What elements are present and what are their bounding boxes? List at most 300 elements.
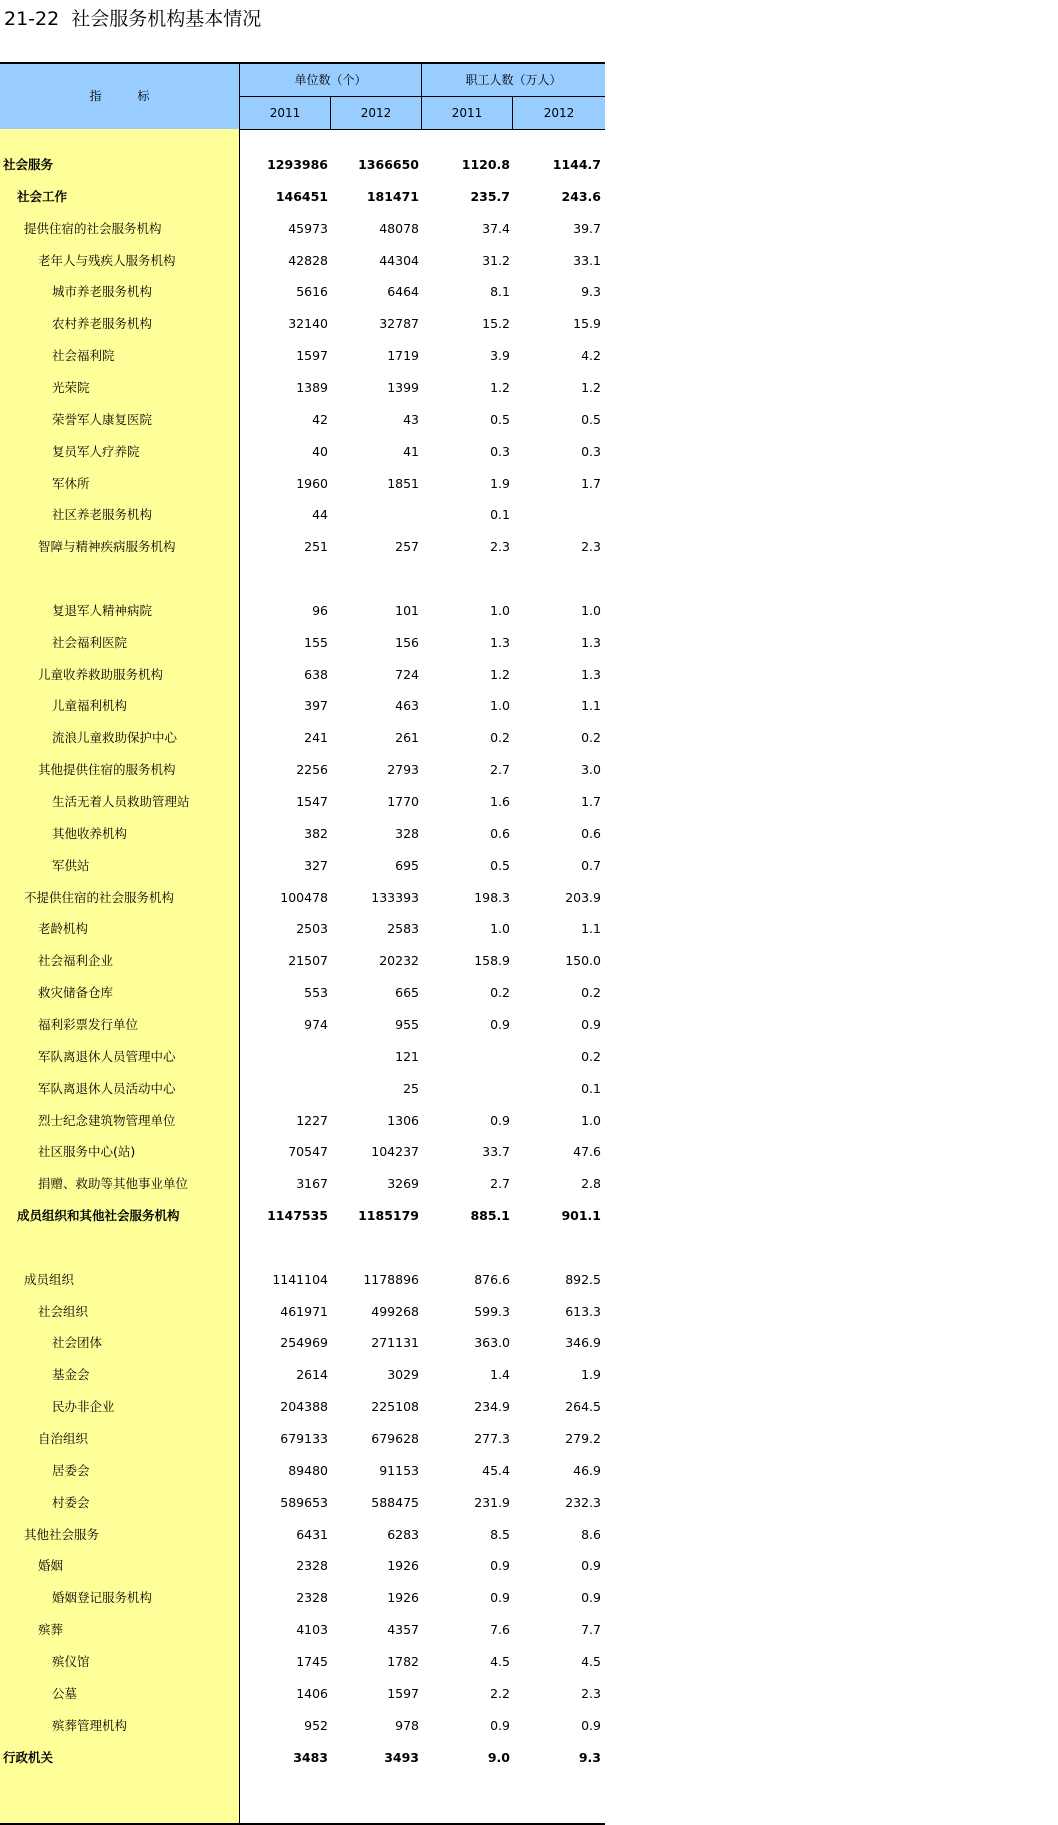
row-label: 社区服务中心(站) [38,1144,136,1160]
table-row [0,1487,605,1519]
row-value: 243.6 [561,188,601,204]
table-row [0,340,605,372]
row-value: 1293986 [267,157,328,172]
row-value: 44304 [379,252,419,268]
row-value: 4.5 [581,1653,601,1669]
row-value: 1.6 [490,794,510,809]
row-value: 104237 [371,1144,419,1160]
row-label: 婚姻登记服务机构 [52,1590,153,1606]
row-value: 1141104 [272,1271,328,1287]
row-label: 烈士纪念建筑物管理单位 [38,1112,176,1128]
table-row [0,1232,605,1264]
table-row [0,372,605,404]
row-value: 1.3 [581,666,601,682]
row-value: 2503 [296,921,328,937]
row-value: 1960 [296,475,328,491]
header-divider [512,96,513,129]
row-value: 901.1 [561,1208,601,1224]
row-value: 3493 [384,1749,419,1765]
table-row [0,1041,605,1073]
row-label: 其他收养机构 [52,825,128,841]
row-value: 15.9 [573,316,601,332]
row-value: 33.1 [573,252,601,268]
row-value: 4.2 [581,348,601,364]
row-value: 665 [395,985,419,1001]
row-value: 346.9 [565,1335,601,1351]
row-value: 32140 [288,316,328,332]
row-label: 儿童福利机构 [52,698,128,714]
row-label: 村委会 [52,1494,90,1510]
row-value: 3483 [293,1749,328,1765]
row-value: 1.2 [490,666,510,682]
row-value: 277.3 [474,1431,510,1446]
row-value: 1926 [387,1558,419,1574]
row-value: 0.3 [581,443,601,459]
row-value: 198.3 [474,889,510,905]
row-value: 47.6 [573,1144,601,1160]
row-value: 0.9 [490,1558,510,1574]
row-value: 1406 [296,1685,328,1701]
row-value: 876.6 [474,1271,510,1287]
table-row [0,945,605,977]
row-value: 1597 [387,1685,419,1701]
row-value: 0.1 [490,507,510,523]
row-value: 2793 [387,762,419,778]
row-value: 0.9 [581,1717,601,1733]
row-label: 提供住宿的社会服务机构 [24,220,162,236]
row-label: 殡葬管理机构 [52,1717,128,1733]
row-value: 1.0 [581,1112,601,1128]
table-row [0,818,605,850]
row-value: 225108 [371,1399,419,1415]
row-label: 老年人与残疾人服务机构 [38,252,176,268]
row-value: 363.0 [474,1335,510,1351]
row-value: 1.0 [581,602,601,618]
row-value: 261 [395,730,419,746]
table-row [0,531,605,563]
row-value: 235.7 [470,188,510,204]
row-value: 978 [395,1717,419,1733]
row-value: 231.9 [474,1494,510,1510]
row-value: 89480 [288,1462,328,1478]
row-label: 流浪儿童救助保护中心 [52,730,178,746]
row-value: 0.9 [581,1558,601,1574]
row-value: 589653 [280,1494,328,1510]
row-value: 45.4 [482,1462,510,1478]
row-value: 279.2 [565,1431,601,1446]
row-value: 8.5 [490,1526,510,1542]
row-value: 2.3 [490,539,510,555]
row-value: 0.2 [581,1048,601,1064]
row-label: 社会福利医院 [52,634,128,650]
row-label: 殡葬 [38,1622,64,1638]
row-label: 基金会 [52,1367,90,1383]
row-value: 1.0 [490,602,510,618]
row-value: 1306 [387,1112,419,1128]
row-value: 679628 [371,1431,419,1446]
row-value: 25 [403,1080,419,1096]
page-title: 21-22 社会服务机构基本情况 [4,8,262,30]
row-value: 463 [395,698,419,714]
table-row [0,308,605,340]
table-row [0,913,605,945]
row-value: 1144.7 [552,157,601,172]
row-value: 0.7 [581,857,601,873]
table-row [0,850,605,882]
row-label: 成员组织和其他社会服务机构 [17,1208,180,1224]
row-value: 1366650 [358,157,419,172]
row-value: 15.2 [482,316,510,332]
row-value: 1178896 [363,1271,419,1287]
row-value: 0.5 [490,857,510,873]
row-value: 553 [304,985,328,1001]
row-value: 2.3 [581,1685,601,1701]
row-value: 234.9 [474,1399,510,1415]
row-label: 成员组织 [24,1271,75,1287]
row-label: 社会福利企业 [38,953,114,969]
row-value: 9.0 [487,1749,510,1765]
row-value: 1227 [296,1112,328,1128]
table-row [0,563,605,595]
row-value: 3269 [387,1176,419,1192]
row-value: 3029 [387,1367,419,1383]
row-label: 其他社会服务 [24,1526,100,1542]
row-value: 9.3 [578,1749,601,1765]
row-value: 20232 [379,953,419,969]
row-value: 892.5 [565,1271,601,1287]
row-value: 0.9 [490,1112,510,1128]
row-value: 1399 [387,379,419,395]
table-row [0,627,605,659]
table-row [0,213,605,245]
table-row [0,1009,605,1041]
row-value: 4103 [296,1622,328,1638]
row-label: 捐赠、救助等其他事业单位 [38,1176,189,1192]
table-row [0,1200,605,1232]
row-label: 社会福利院 [52,348,115,364]
row-value: 2614 [296,1367,328,1383]
row-label: 复退军人精神病院 [52,602,153,618]
row-value: 3167 [296,1176,328,1192]
row-value: 41 [403,443,419,459]
row-label: 社会团体 [52,1335,103,1351]
row-value: 0.3 [490,443,510,459]
table-row [0,276,605,308]
row-value: 204388 [280,1399,328,1415]
row-value: 0.5 [490,411,510,427]
row-label: 军队离退休人员活动中心 [38,1080,176,1096]
row-value: 0.2 [490,985,510,1001]
row-value: 254969 [280,1335,328,1351]
row-value: 0.9 [581,1016,601,1032]
row-value: 0.2 [581,730,601,746]
row-value: 121 [395,1048,419,1064]
table-row [0,1327,605,1359]
table-row [0,404,605,436]
row-value: 2.2 [490,1685,510,1701]
row-value: 2.8 [581,1176,601,1192]
row-value: 42828 [288,252,328,268]
row-value: 952 [304,1717,328,1733]
row-label: 复员军人疗养院 [52,443,140,459]
row-value: 241 [304,730,328,746]
table-row [0,436,605,468]
row-value: 42 [312,411,328,427]
row-value: 146451 [275,188,328,204]
table-row [0,977,605,1009]
row-label: 自治组织 [38,1431,89,1446]
row-value: 3.9 [490,348,510,364]
table-row [0,1264,605,1296]
row-value: 70547 [288,1144,328,1160]
row-value: 6464 [387,284,419,300]
table-row [0,1646,605,1678]
header-year-cell: 2012 [543,106,575,120]
row-value: 613.3 [565,1303,601,1319]
table-body [0,129,605,1825]
row-value: 1.0 [490,698,510,714]
table-row [0,1423,605,1455]
row-label: 老龄机构 [38,921,89,937]
table-row [0,1710,605,1742]
row-value: 37.4 [482,220,510,236]
row-value: 45973 [288,220,328,236]
row-value: 955 [395,1016,419,1032]
row-value: 6431 [296,1526,328,1542]
row-value: 251 [304,539,328,555]
row-value: 264.5 [565,1399,601,1415]
row-label: 其他提供住宿的服务机构 [38,762,176,778]
row-label: 行政机关 [3,1749,54,1765]
row-value: 1745 [296,1653,328,1669]
row-value: 1147535 [267,1208,328,1224]
row-value: 181471 [366,188,419,204]
row-label: 社会服务 [3,157,54,172]
row-value: 48078 [379,220,419,236]
row-value: 158.9 [474,953,510,969]
row-label: 光荣院 [52,379,90,395]
row-label: 军供站 [52,857,90,873]
row-value: 44 [312,507,328,523]
row-value: 7.6 [490,1622,510,1638]
row-value: 0.2 [581,985,601,1001]
row-value: 4357 [387,1622,419,1638]
row-value: 33.7 [482,1144,510,1160]
row-value: 1.2 [581,379,601,395]
table-row [0,1359,605,1391]
row-label: 农村养老服务机构 [52,316,153,332]
row-value: 46.9 [573,1462,601,1478]
row-value: 101 [395,602,419,618]
row-value: 8.1 [490,284,510,300]
row-value: 0.6 [581,825,601,841]
table-row [0,1296,605,1328]
table-row [0,754,605,786]
row-value: 1.3 [581,634,601,650]
row-value: 2.7 [490,1176,510,1192]
header-indicator: 指 标 [89,89,150,103]
row-label: 社区养老服务机构 [52,507,153,523]
table-row [0,1742,605,1774]
row-value: 599.3 [474,1303,510,1319]
row-value: 0.6 [490,825,510,841]
row-value: 0.9 [490,1016,510,1032]
row-value: 232.3 [565,1494,601,1510]
row-value: 9.3 [581,284,601,300]
row-value: 0.1 [581,1080,601,1096]
row-value: 1.9 [581,1367,601,1383]
row-value: 461971 [280,1303,328,1319]
row-value: 724 [395,666,419,682]
table-row [0,1455,605,1487]
row-label: 救灾储备仓库 [38,985,114,1001]
row-value: 499268 [371,1303,419,1319]
row-value: 1.9 [490,475,510,491]
row-value: 2328 [296,1558,328,1574]
row-label: 荣誉军人康复医院 [52,411,153,427]
row-value: 0.9 [490,1590,510,1606]
row-value: 155 [304,634,328,650]
row-value: 1.4 [490,1367,510,1383]
row-value: 7.7 [581,1622,601,1638]
row-value: 695 [395,857,419,873]
table-row [0,1678,605,1710]
header-staff-count: 职工人数（万人） [465,73,562,87]
row-value: 1770 [387,794,419,809]
table-row [0,595,605,627]
row-value: 32787 [379,316,419,332]
row-value: 1185179 [358,1208,419,1224]
row-label: 生活无着人员救助管理站 [52,794,190,809]
table-row [0,468,605,500]
table-row [0,690,605,722]
row-value: 382 [304,825,328,841]
statistics-table [0,62,605,1825]
table-row [0,499,605,531]
row-value: 2583 [387,921,419,937]
row-value: 156 [395,634,419,650]
row-value: 1.1 [581,698,601,714]
row-value: 1.0 [490,921,510,937]
table-row [0,1614,605,1646]
row-value: 5616 [296,284,328,300]
table-row [0,722,605,754]
table-row [0,1550,605,1582]
row-value: 271131 [371,1335,419,1351]
row-value: 40 [312,443,328,459]
row-value: 397 [304,698,328,714]
table-row [0,149,605,181]
row-label: 军队离退休人员管理中心 [38,1048,176,1064]
row-value: 6283 [387,1526,419,1542]
row-value: 3.0 [581,762,601,778]
header-year-cell: 2012 [360,106,392,120]
header-unit-count: 单位数（个） [294,73,367,87]
row-value: 1.7 [581,475,601,491]
row-value: 1.2 [490,379,510,395]
row-value: 2256 [296,762,328,778]
row-value: 1782 [387,1653,419,1669]
row-label: 儿童收养救助服务机构 [38,666,164,682]
row-value: 1851 [387,475,419,491]
row-value: 257 [395,539,419,555]
row-value: 1389 [296,379,328,395]
row-label: 军休所 [52,475,90,491]
row-value: 203.9 [565,889,601,905]
table-row [0,1168,605,1200]
table-row [0,1105,605,1137]
row-value: 133393 [371,889,419,905]
row-value: 91153 [379,1462,419,1478]
row-value: 1.3 [490,634,510,650]
row-value: 100478 [280,889,328,905]
row-label: 不提供住宿的社会服务机构 [24,889,175,905]
table-row [0,1519,605,1551]
table-row [0,1073,605,1105]
table-row [0,786,605,818]
row-label: 智障与精神疾病服务机构 [38,539,176,555]
row-value: 2.3 [581,539,601,555]
header-divider [239,96,605,97]
row-value: 8.6 [581,1526,601,1542]
header-year-cell: 2011 [269,106,301,120]
row-value: 1719 [387,348,419,364]
row-value: 328 [395,825,419,841]
row-label: 居委会 [52,1462,90,1478]
table-row [0,659,605,691]
row-label: 福利彩票发行单位 [38,1016,139,1032]
row-value: 1120.8 [461,157,510,172]
row-value: 0.5 [581,411,601,427]
table-row [0,1136,605,1168]
row-value: 96 [312,602,328,618]
row-value: 1.7 [581,794,601,809]
row-value: 974 [304,1016,328,1032]
row-value: 327 [304,857,328,873]
row-value: 39.7 [573,220,601,236]
row-value: 679133 [280,1431,328,1446]
row-label: 婚姻 [38,1558,64,1574]
row-label: 社会组织 [38,1303,89,1319]
row-value: 21507 [288,953,328,969]
table-row [0,1391,605,1423]
row-label: 社会工作 [17,188,68,204]
table-row [0,1582,605,1614]
row-label: 公墓 [52,1685,78,1701]
table-row [0,245,605,277]
table-row [0,882,605,914]
row-value: 1.1 [581,921,601,937]
table-header [0,64,605,130]
row-value: 31.2 [482,252,510,268]
row-value: 2328 [296,1590,328,1606]
row-value: 43 [403,411,419,427]
row-value: 150.0 [565,953,601,969]
row-value: 1547 [296,794,328,809]
row-label: 民办非企业 [52,1399,115,1415]
row-value: 0.9 [581,1590,601,1606]
table-row [0,181,605,213]
row-value: 0.9 [490,1717,510,1733]
row-value: 638 [304,666,328,682]
row-value: 588475 [371,1494,419,1510]
row-value: 885.1 [470,1208,510,1224]
row-value: 2.7 [490,762,510,778]
header-divider [330,96,331,129]
row-value: 0.2 [490,730,510,746]
header-year-cell: 2011 [451,106,483,120]
row-value: 1597 [296,348,328,364]
